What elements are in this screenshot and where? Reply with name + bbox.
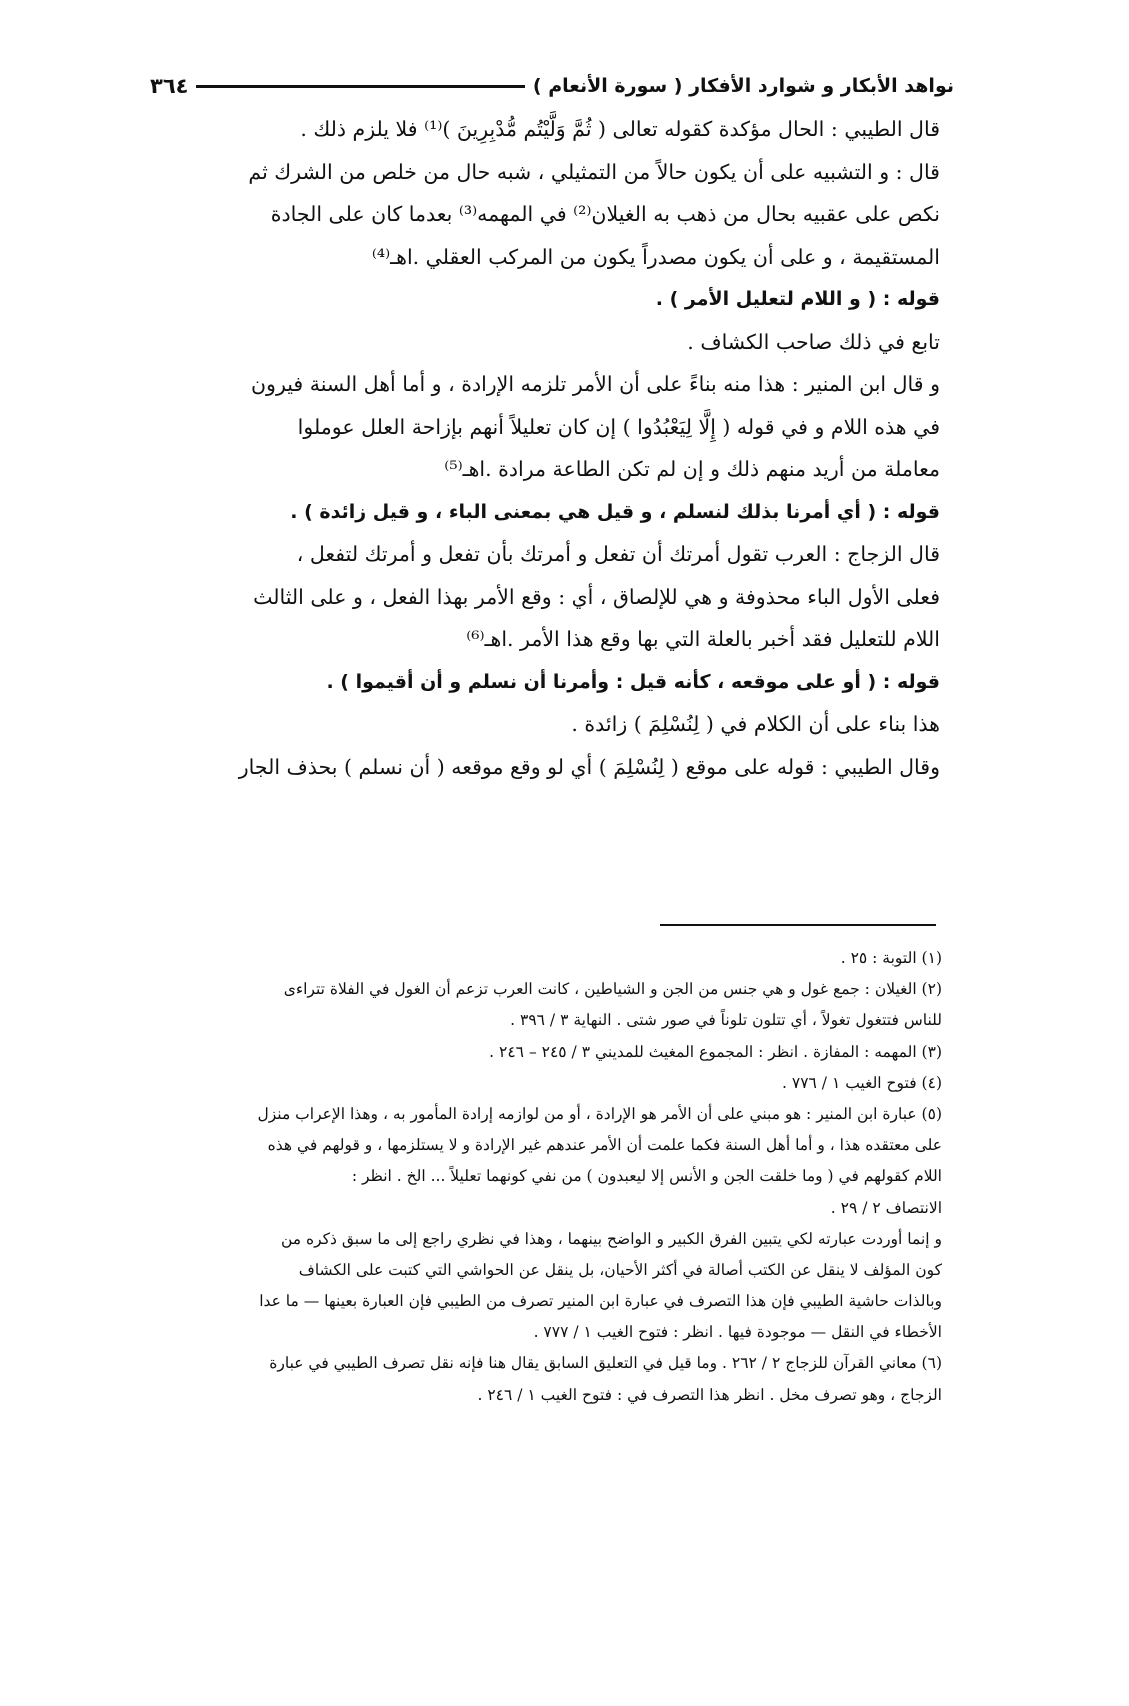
text-line: هذا بناء على أن الكلام في ( لِنُسْلِمَ ) زائدة .: [571, 712, 940, 736]
footnote-line: الزجاج ، وهو تصرف مخل . انظر هذا التصرف في : فتوح الغيب ١ / ٢٤٦ .: [477, 1385, 942, 1404]
text-line: اللام للتعليل فقد أخبر بالعلة التي بها وقع هذا الأمر .اهـ⁽⁶⁾: [466, 627, 940, 651]
footnote-separator: [660, 924, 936, 926]
text-line: قال الطيبي : الحال مؤكدة كقوله تعالى ( ثُمَّ وَلَّيْتُم مُّدْبِرِينَ )⁽¹⁾ فلا يلزم ذلك .: [300, 117, 940, 141]
footnote-line: (٥) عبارة ابن المنير : هو مبني على أن الأمر هو الإرادة ، أو من لوازمه إرادة المأمور به ، وهذا الإعراب منزل: [257, 1104, 942, 1123]
footnote-line: الأخطاء في النقل — موجودة فيها . انظر : فتوح الغيب ١ / ٧٧٧ .: [533, 1323, 942, 1342]
text-line: معاملة من أريد منهم ذلك و إن لم تكن الطاعة مرادة .اهـ⁽⁵⁾: [444, 457, 940, 481]
footnote-line: الانتصاف ٢ / ٢٩ .: [830, 1198, 942, 1217]
footnote-line: و إنما أوردت عبارته لكي يتبين الفرق الكبير و الواضح بينهما ، وهذا في نظري راجع إلى ما سبق ذكره من: [280, 1229, 942, 1248]
footnote-line: (٣) المهمه : المفازة . انظر : المجموع المغيث للمديني ٣ / ٢٤٥ – ٢٤٦ .: [489, 1042, 942, 1061]
commentary-heading: قوله : ( أي أمرنا بذلك لنسلم ، و قيل هي بمعنى الباء ، و قيل زائدة ) .: [290, 500, 940, 523]
text-line: قال الزجاج : العرب تقول أمرتك أن تفعل و أمرتك بأن تفعل و أمرتك لتفعل ،: [296, 542, 940, 566]
running-header: [150, 66, 954, 106]
footnote-line: على معتقده هذا ، و أما أهل السنة فكما علمت أن الأمر عندهم غير الإرادة و لا يستلزمها ، و قولهم في هذه: [267, 1136, 942, 1155]
footnote-line: للناس فتتغول تغولاً ، أي تتلون تلوناً في صور شتى . النهاية ٣ / ٣٩٦ .: [510, 1011, 942, 1030]
text-line: فعلى الأول الباء محذوفة و هي للإلصاق ، أي : وقع الأمر بهذا الفعل ، و على الثالث: [253, 584, 940, 609]
main-text: [140, 108, 940, 788]
text-line: وقال الطيبي : قوله على موقع ( لِنُسْلِمَ ) أي لو وقع موقعه ( أن نسلم ) بحذف الجار: [238, 754, 940, 779]
text-line: قال : و التشبيه على أن يكون حالاً من التمثيلي ، شبه حال من خلص من الشرك ثم: [248, 159, 940, 184]
footnotes: [150, 943, 942, 1411]
text-line: المستقيمة ، و على أن يكون مصدراً يكون من المركب العقلي .اهـ⁽⁴⁾: [371, 244, 940, 269]
header-rule: [196, 85, 524, 88]
text-line: في هذه اللام و في قوله ( إِلَّا لِيَعْبُدُوا ) إن كان تعليلاً أنهم بإزاحة العلل عوملوا: [297, 414, 940, 439]
footnote-line: (٢) الغيلان : جمع غول و هي جنس من الجن و الشياطين ، كانت العرب تزعم أن الغول في الفلاة تتراءى: [283, 980, 942, 999]
text-line: نكص على عقبيه بحال من ذهب به الغيلان⁽²⁾ في المهمه⁽³⁾ بعدما كان على الجادة: [270, 202, 940, 226]
text-line: و قال ابن المنير : هذا منه بناءً على أن الأمر تلزمه الإرادة ، و أما أهل السنة فيرون: [250, 372, 940, 396]
text-line: تابع في ذلك صاحب الكشاف .: [687, 329, 940, 354]
commentary-heading: قوله : ( و اللام لتعليل الأمر ) .: [655, 288, 940, 310]
footnote-line: (٤) فتوح الغيب ١ / ٧٧٦ .: [782, 1073, 942, 1092]
footnote-line: كون المؤلف لا ينقل عن الكتب أصالة في أكثر الأحيان، بل ينقل عن الحواشي التي كتبت على الكشاف: [298, 1260, 942, 1279]
footnote-line: اللام كقولهم في ( وما خلقت الجن و الأنس إلا ليعبدون ) من نفي كونهما تعليلاً ... الخ . انظر :: [351, 1167, 942, 1186]
commentary-heading: قوله : ( أو على موقعه ، كأنه قيل : وأمرنا أن نسلم و أن أقيموا ) .: [326, 670, 940, 693]
footnote-line: (١) التوبة : ٢٥ .: [840, 949, 942, 967]
footnote-line: وبالذات حاشية الطيبي فإن هذا التصرف في عبارة ابن المنير تصرف من الطيبي فإن العبارة بعينها — ما عدا: [259, 1292, 942, 1311]
header-title: نواهد الأبكار و شوارد الأفكار ( سورة الأنعام ): [532, 75, 954, 97]
page-number: ٣٦٤: [150, 74, 189, 98]
footnote-line: (٦) معاني القرآن للزجاج ٢ / ٢٦٢ . وما قيل في التعليق السابق يقال هنا فإنه نقل تصرف الطيبي في عبارة: [269, 1354, 942, 1373]
